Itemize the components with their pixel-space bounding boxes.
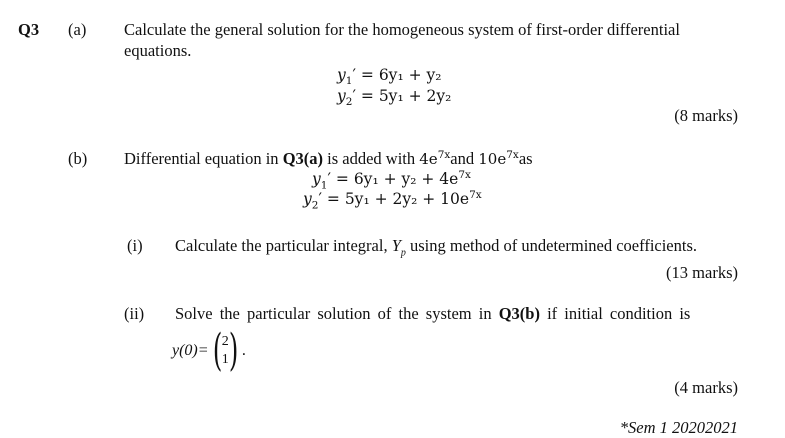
sub-i-text: Calculate the particular integral, $Y_p$ using method of undetermined coefficients. [175,236,698,259]
initial-condition-vector: 2 1 [221,334,229,367]
part-b-equation-2: $y_2' = 5y_1 + 2y_2 + 10e^{7x}$ [303,189,482,212]
part-a-text-line2: equations. [124,41,192,60]
part-a-label: (a) [68,20,87,39]
initial-condition: y(0)= ( 2 1 ) . [172,325,246,376]
part-a-text-line1: Calculate the general solution for the homogeneous system of first-order differential [124,20,680,39]
sub-i-label: (i) [127,236,143,255]
part-b-intro: Differential equation in Q3(a) is added with $4e^{7x}and$ $10e^{7x}as$ [124,149,533,168]
question-number: Q3 [18,20,40,39]
sub-ii-label: (ii) [124,304,145,323]
part-a-equation-1: $y_1' = 6y_1 + y_2$ [337,66,442,88]
right-paren: ) [228,325,239,376]
sub-ii-text: Solve the particular solution of the system in Q3(b) if initial condition is [175,304,691,323]
part-a-marks: (8 marks) [674,106,738,125]
source-note: *Sem 1 20202021 [619,418,738,437]
part-b-equation-1: $y_1' = 6y_1 + y_2 + 4e^{7x}$ [312,169,471,192]
part-b-label: (b) [68,149,88,168]
part-a-equation-2: $y_2' = 5y_1 + 2y_2$ [337,87,452,109]
sub-ii-marks: (4 marks) [674,378,738,397]
part-b-ref: Q3(a) [282,149,324,168]
sub-i-marks: (13 marks) [666,263,738,282]
left-paren: ( [212,325,222,376]
